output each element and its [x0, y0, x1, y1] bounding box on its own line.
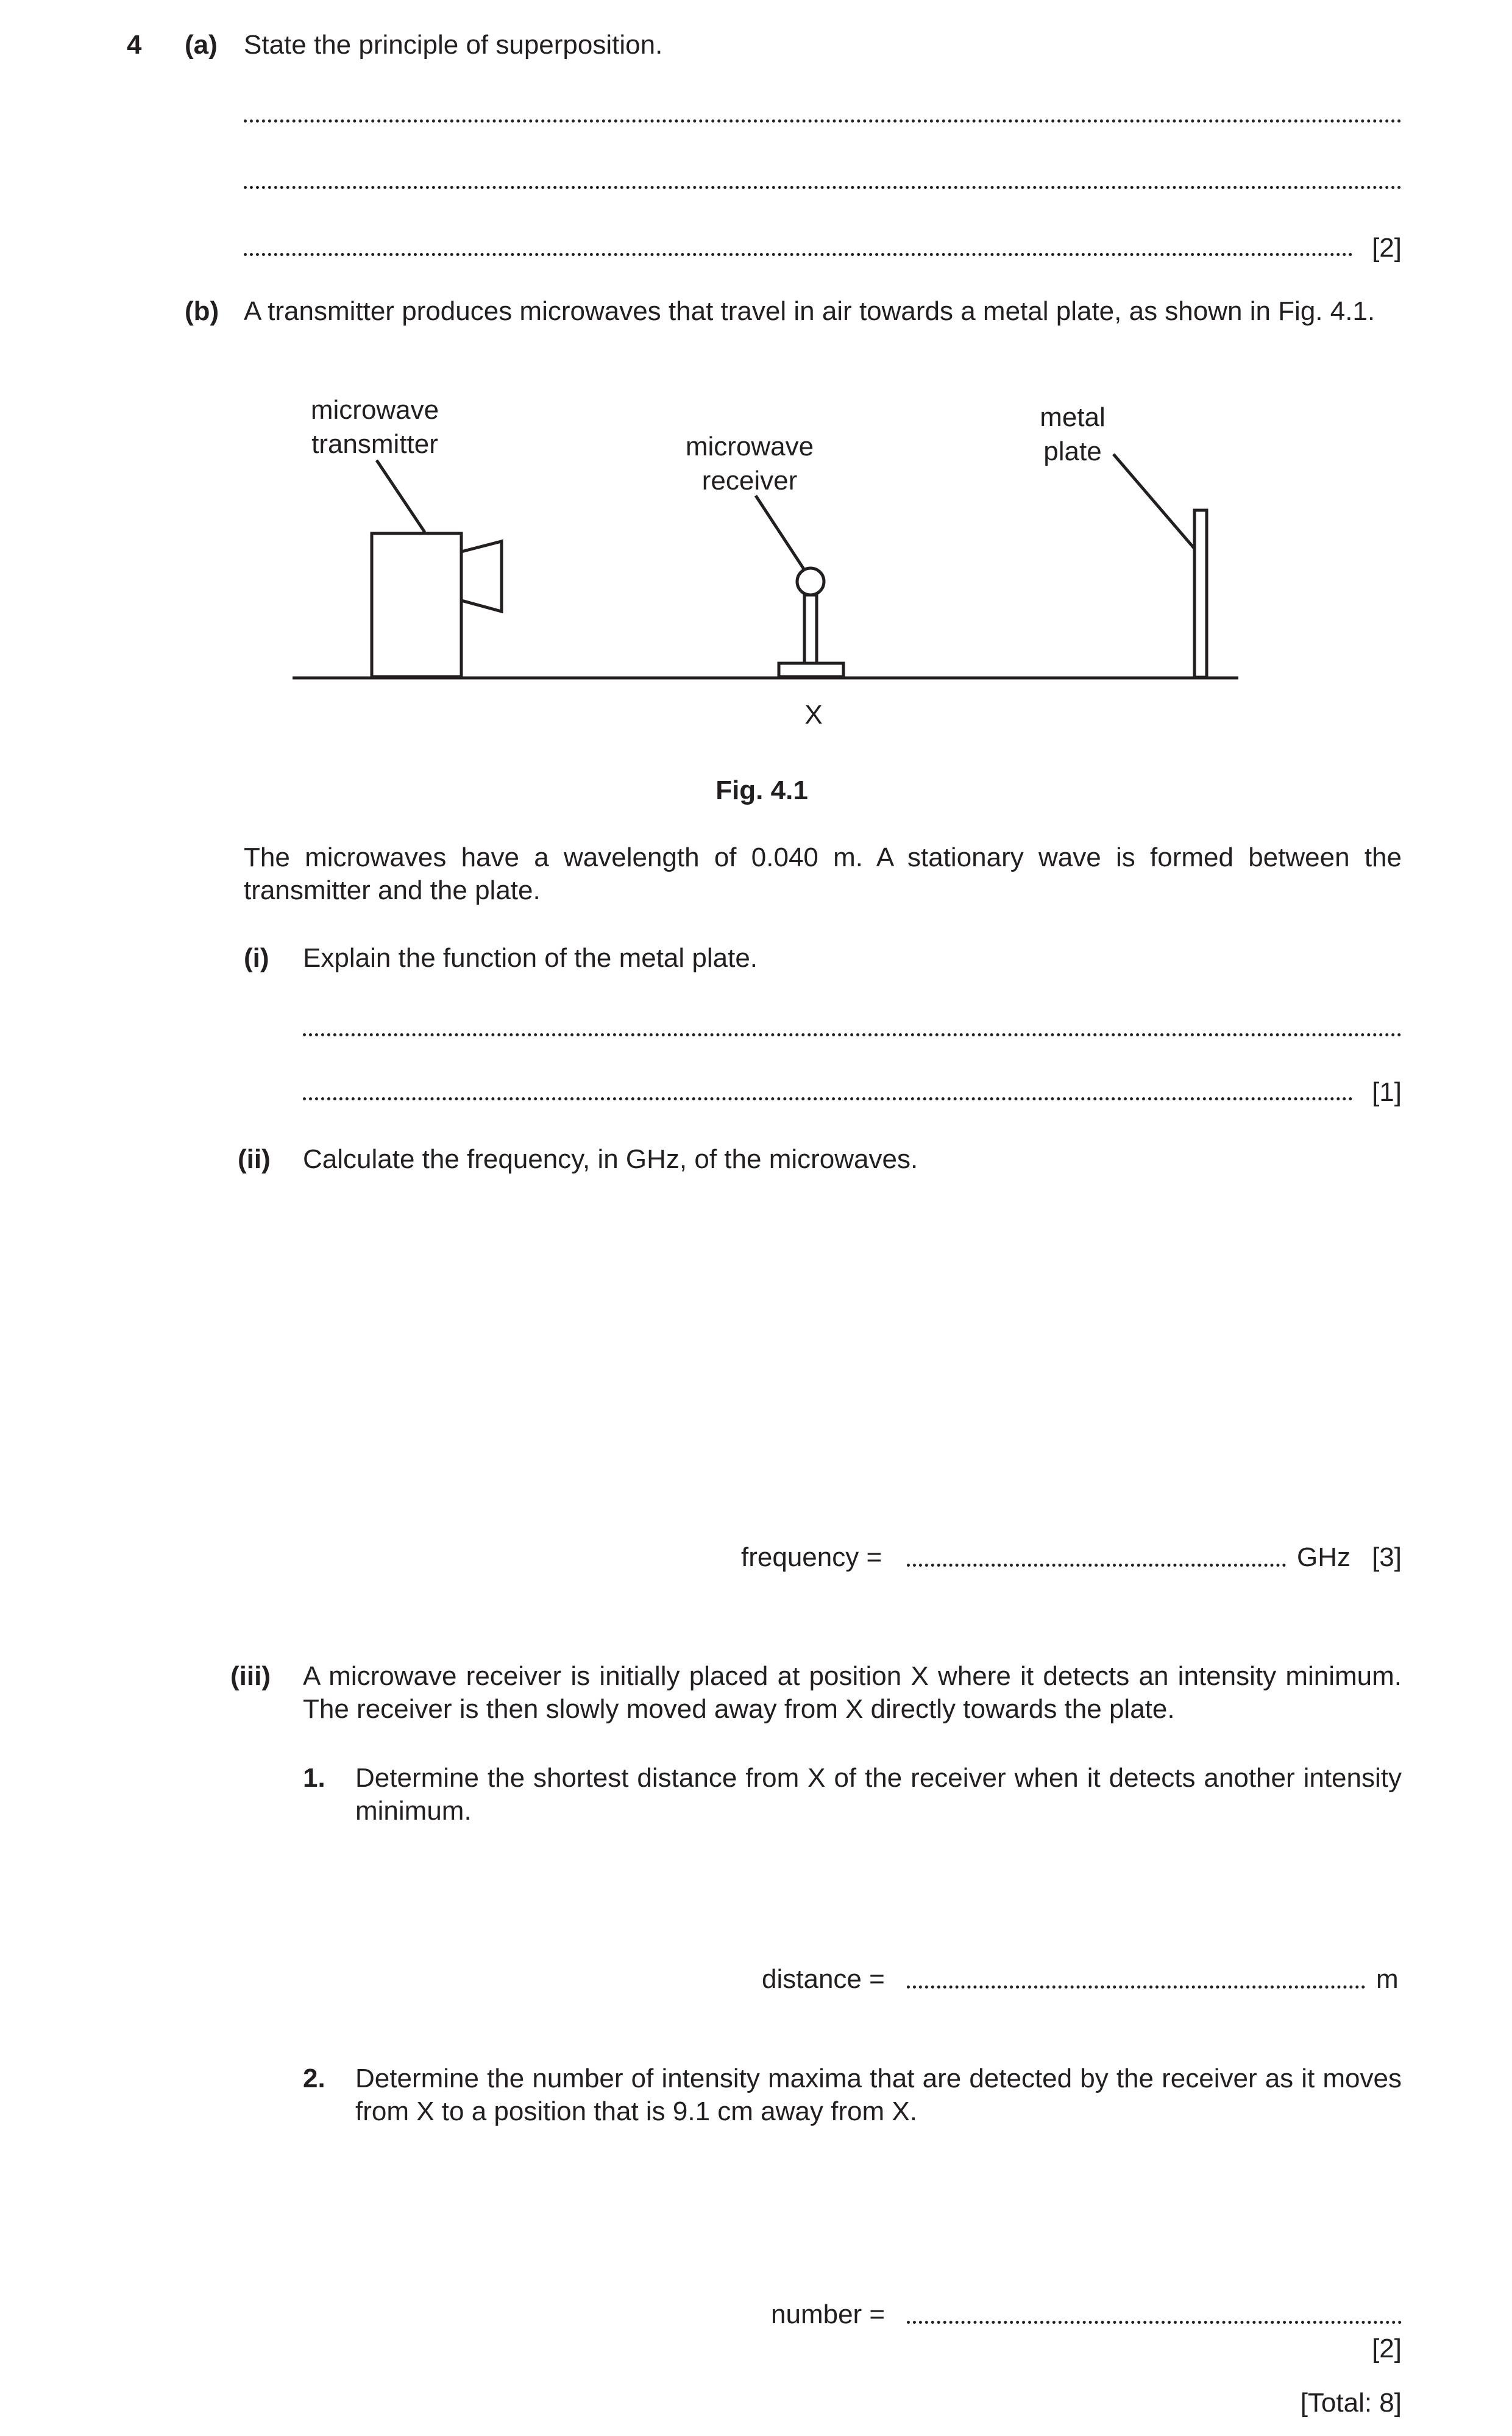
number-answer-line[interactable]: [907, 2321, 1402, 2324]
mark-b-i: [1]: [1372, 1077, 1402, 1107]
transmitter-box: [372, 533, 461, 677]
label-plate: metal plate: [1040, 402, 1106, 466]
part-b-ii-label: (ii): [238, 1144, 271, 1174]
distance-answer-line[interactable]: [907, 1985, 1365, 1989]
figure-4-1: [0, 0, 1512, 805]
distance-prefix: distance =: [762, 1964, 885, 1994]
part-b-iii-2-prompt: Determine the number of intensity maxima that are detected by the receiver as it moves from X to a position that is 9.1 cm away from X.: [355, 2064, 1402, 2126]
receiver-base: [779, 663, 843, 677]
apparatus-diagram: [0, 0, 1512, 805]
frequency-unit: GHz: [1297, 1542, 1351, 1572]
part-b-i-prompt: Explain the function of the metal plate.: [303, 943, 758, 973]
figure-caption: Fig. 4.1: [715, 775, 808, 805]
answer-line-b-i-1[interactable]: [303, 1033, 1402, 1036]
part-b-label: (b): [185, 296, 219, 326]
transmitter-horn: [461, 541, 502, 611]
part-b-iii-label: (iii): [230, 1661, 271, 1691]
mark-b-iii-2: [2]: [1372, 2334, 1402, 2363]
label-x: X: [804, 700, 823, 730]
receiver-stand: [804, 595, 817, 663]
part-b-iii-1-label: 1.: [303, 1763, 325, 1793]
frequency-prefix: frequency =: [741, 1542, 882, 1572]
receiver-head: [797, 568, 824, 595]
metal-plate: [1194, 510, 1207, 677]
part-a-prompt: State the principle of superposition.: [244, 30, 663, 60]
leader-plate: [1113, 454, 1194, 549]
number-prefix: number =: [771, 2299, 886, 2329]
total-marks: [Total: 8]: [1300, 2388, 1402, 2418]
part-b-iii-2-label: 2.: [303, 2064, 325, 2093]
part-b-iii-1-prompt: Determine the shortest distance from X of the receiver when it detects another intensity minimum.: [355, 1763, 1402, 1826]
leader-transmitter: [377, 460, 425, 532]
part-b-iii-prompt: A microwave receiver is initially placed at position X where it detects an intensity minimum. The receiver is then slowly moved away from X directly towards the plate.: [303, 1661, 1402, 1724]
mark-b-ii: [3]: [1372, 1542, 1402, 1572]
part-a-label: (a): [185, 30, 218, 60]
part-b-i-label: (i): [244, 943, 269, 973]
part-b-ii-prompt: Calculate the frequency, in GHz, of the microwaves.: [303, 1144, 918, 1174]
label-transmitter: microwave transmitter: [310, 395, 439, 459]
mark-a: [2]: [1372, 233, 1402, 263]
part-b-info: The microwaves have a wavelength of 0.040 m. A stationary wave is formed between the transmitter and the plate.: [244, 842, 1402, 905]
distance-unit: m: [1376, 1964, 1399, 1994]
label-receiver: microwave receiver: [685, 432, 814, 496]
answer-line-b-i-2[interactable]: [303, 1097, 1353, 1100]
question-number: 4: [127, 30, 142, 60]
leader-receiver: [756, 496, 804, 570]
frequency-answer-line[interactable]: [907, 1564, 1286, 1567]
part-b-intro: A transmitter produces microwaves that travel in air towards a metal plate, as shown in Fig. 4.1.: [244, 296, 1375, 326]
